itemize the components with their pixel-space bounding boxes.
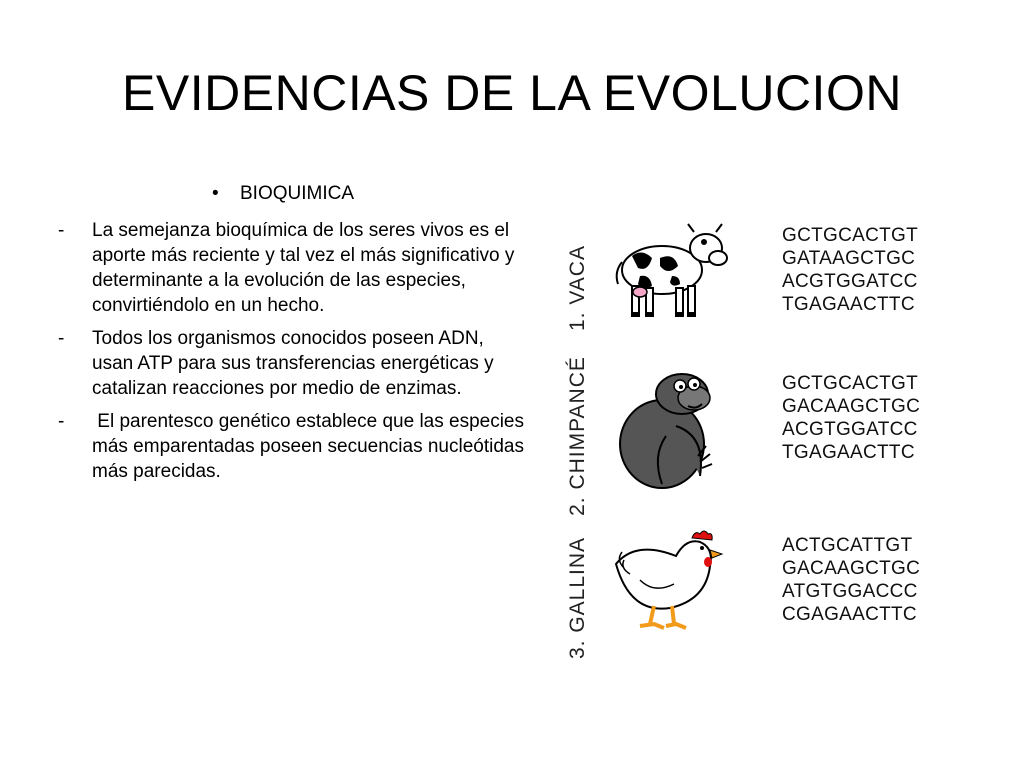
chimpanzee-icon xyxy=(610,366,730,496)
list-item xyxy=(58,326,528,401)
dash-marker: - xyxy=(58,411,65,432)
sequence-line: ACGTGGATCC xyxy=(782,271,918,292)
dash-marker: - xyxy=(58,328,65,349)
slide-title: EVIDENCIAS DE LA EVOLUCION xyxy=(122,65,902,121)
species-row-cow xyxy=(548,218,948,358)
dna-sequence xyxy=(782,534,920,626)
dna-sequence xyxy=(782,372,920,464)
cow-icon xyxy=(610,218,730,328)
sequence-line: GCTGCACTGT xyxy=(782,225,918,246)
hen-icon xyxy=(610,528,730,643)
sequence-line: ATGTGGACCC xyxy=(782,581,918,602)
dna-sequence xyxy=(782,224,918,316)
bullet-icon: • xyxy=(212,183,219,204)
dna-comparison-figure xyxy=(548,218,948,660)
dash-marker: - xyxy=(58,220,65,241)
sequence-line: TGAGAACTTC xyxy=(782,442,915,463)
sequence-line: GCTGCACTGT xyxy=(782,373,918,394)
sequence-line: TGAGAACTTC xyxy=(782,294,915,315)
sequence-line: ACGTGGATCC xyxy=(782,419,918,440)
species-row-chimpanzee xyxy=(548,356,948,516)
list-item xyxy=(58,218,528,318)
list-item xyxy=(58,409,528,484)
sequence-line: GACAAGCTGC xyxy=(782,558,921,579)
points-list xyxy=(58,218,528,492)
species-label: 3. GALLINA xyxy=(566,536,589,660)
subheading-text: BIOQUIMICA xyxy=(240,183,355,204)
sequence-line: CGAGAACTTC xyxy=(782,604,917,625)
sequence-line: ACTGCATTGT xyxy=(782,535,913,556)
subheading xyxy=(212,180,354,208)
point-text: El parentesco genético establece que las especies más emparentadas poseen secuencias nucleótidas más parecidas. xyxy=(92,411,530,482)
species-label: 2. CHIMPANCÉ xyxy=(566,356,589,516)
species-label: 1. VACA xyxy=(566,245,589,331)
sequence-line: GACAAGCTGC xyxy=(782,396,921,417)
point-text: Todos los organismos conocidos poseen ADN, usan ATP para sus transferencias energéticas y catalizan reacciones por medio de enzimas. xyxy=(92,328,494,399)
point-text: La semejanza bioquímica de los seres vivos es el aporte más reciente y tal vez el más significativo y determinante a la evolución de las especies, convirtiéndolo en un hecho. xyxy=(92,220,515,316)
species-row-hen xyxy=(548,528,948,668)
sequence-line: GATAAGCTGC xyxy=(782,248,916,269)
